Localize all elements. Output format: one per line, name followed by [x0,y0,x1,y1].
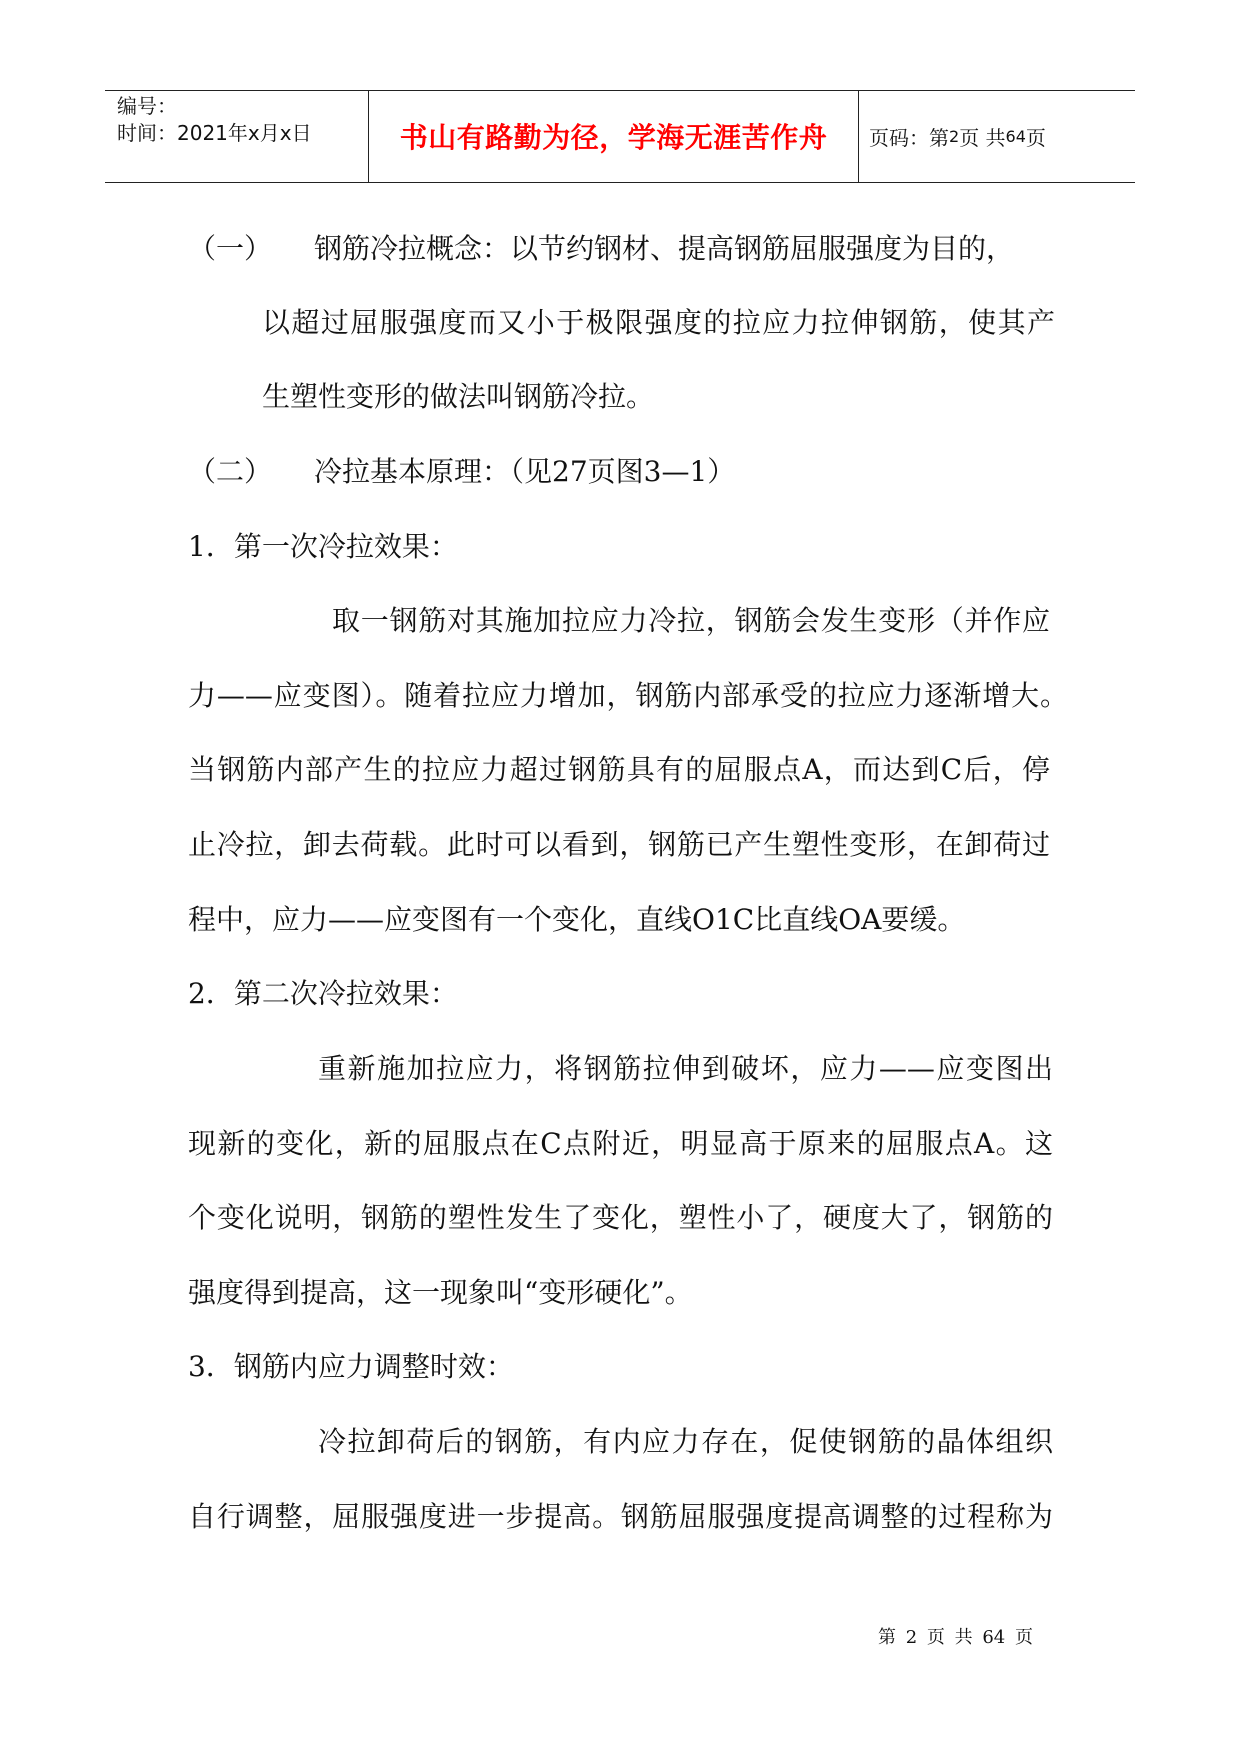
body-line: 个变化说明，钢筋的塑性发生了变化，塑性小了，硬度大了，钢筋的 [188,1201,1053,1234]
page-footer: 第 2 页 共 64 页 [878,1627,1033,1648]
header-divider-right [858,91,859,182]
page-current: 2 [949,126,960,146]
subsection-1-heading: 1．第一次冷拉效果： [188,530,458,563]
time-label: 时间：2021年x月x日 [117,121,312,145]
page-total: 64 [1005,126,1026,146]
page-header [105,90,1135,183]
number-label: 编号： [117,94,177,118]
header-page-number [869,91,1046,181]
section-2-heading: （二） 冷拉基本原理：（见27页图3—1） [188,455,736,488]
header-meta [117,93,312,147]
body-line: 取一钢筋对其施加拉应力冷拉，钢筋会发生变形（并作应 [332,604,1050,637]
body-line: 程中，应力——应变图有一个变化，直线O1C比直线OA要缓。 [188,903,966,936]
subsection-3-heading: 3．钢筋内应力调整时效： [188,1350,514,1383]
section-1-heading: （一） 钢筋冷拉概念：以节约钢材、提高钢筋屈服强度为目的， [188,232,1015,265]
body-line: 力——应变图）。随着拉应力增加，钢筋内部承受的拉应力逐渐增大。 [188,679,1068,712]
body-line: 现新的变化，新的屈服点在C点附近，明显高于原来的屈服点A。这 [188,1127,1053,1160]
body-line: 当钢筋内部产生的拉应力超过钢筋具有的屈服点A，而达到C后，停 [188,753,1050,786]
body-line: 强度得到提高，这一现象叫“变形硬化”。 [188,1276,693,1309]
body-line: 冷拉卸荷后的钢筋，有内应力存在，促使钢筋的晶体组织 [318,1425,1053,1458]
header-motto: 书山有路勤为径，学海无涯苦作舟 [399,121,828,154]
subsection-2-heading: 2．第二次冷拉效果： [188,977,458,1010]
page-mid: 页 共 [959,125,1006,150]
body-line: 止冷拉，卸去荷载。此时可以看到，钢筋已产生塑性变形，在卸荷过 [188,828,1050,861]
body-line: 生塑性变形的做法叫钢筋冷拉。 [262,380,655,413]
body-line: 重新施加拉应力，将钢筋拉伸到破坏，应力——应变图出 [318,1052,1053,1085]
page-suffix: 页 [1025,125,1046,150]
body-line: 自行调整，屈服强度进一步提高。钢筋屈服强度提高调整的过程称为 [188,1500,1053,1533]
body-line: 以超过屈服强度而又小于极限强度的拉应力拉伸钢筋，使其产 [262,306,1055,339]
page-prefix: 页码：第 [869,125,949,150]
